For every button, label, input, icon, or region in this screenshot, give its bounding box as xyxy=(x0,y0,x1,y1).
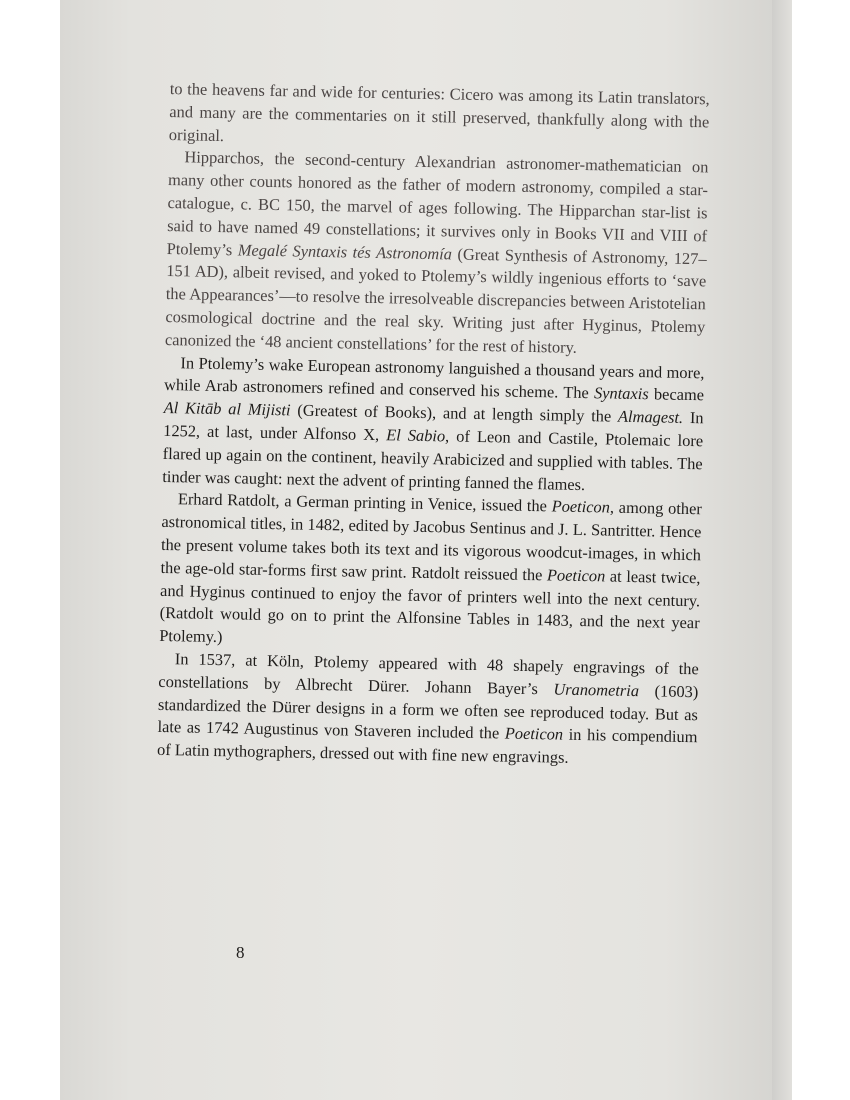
page-number: 8 xyxy=(236,943,245,962)
text-run-italic: Almagest. xyxy=(617,406,684,428)
paragraph-1 xyxy=(169,78,710,157)
text-run: Erhard Ratdolt, a German printing in Venice, issued the xyxy=(177,489,552,516)
paragraph-2 xyxy=(165,146,709,362)
page-body-text xyxy=(157,78,710,772)
text-run-italic: Syntaxis xyxy=(593,383,649,404)
text-run: In 1252, at last, under Alfonso X, xyxy=(163,408,704,445)
paragraph-5 xyxy=(157,648,699,772)
text-run: (Great Synthesis of Astronomy, 127–151 AD), albeit revised, and yoked to Ptolemy’s wildly ingenious efforts to ‘save the Appearances’—to resolve the irresolveable discrepancies between Aristotelian cosmological doctrine and the real sky. Writing just after Hyginus, Ptolemy canonized the ‘48 ancient constellations’ for the rest of history. xyxy=(164,244,707,357)
text-run-italic: Uranometria xyxy=(553,679,640,700)
text-run: Hipparchos, the second-century Alexandrian astronomer-mathematician on many other counts honored as the father of modern astronomy, compiled a star-catalogue, c. BC 150, the marvel of ages following. The Hipparchan star-list is said to have named 49 constellations; it survives only in Books VII and VIII of Ptolemy’s xyxy=(166,147,709,259)
text-run-italic: El Sabio xyxy=(386,425,446,446)
text-run: , of Leon and Castile, Ptolemaic lore flared up again on the continent, heavily Arabicized and supplied with tables. The tinder was caught: next the advent of printing fanned the flames. xyxy=(162,426,704,494)
photo-background-left xyxy=(0,0,60,1100)
paragraph-4 xyxy=(159,488,702,658)
photo-background-right xyxy=(792,0,850,1100)
text-run: In Ptolemy’s wake European astronomy languished a thousand years and more, while Arab astronomers refined and conserved his scheme. The xyxy=(163,352,705,403)
text-run-italic: Poeticon xyxy=(546,565,606,586)
text-run: In 1537, at Köln, Ptolemy appeared with 48 shapely engravings of the constellations by Albrecht Dürer. Johann Bayer’s xyxy=(158,649,699,699)
text-run: (1603) standardized the Dürer designs in a form we often see reproduced today. But as late as 1742 Augustinus von Staveren included the xyxy=(157,680,699,743)
text-run-italic: Al Kitāb al Mijisti xyxy=(163,398,291,420)
text-run: , among other astronomical titles, in 1482, edited by Jacobus Sentinus and J. L. Santritter. Hence the present volume takes both its text and its vigorous woodcut-images, in which the age-old star-forms first saw print. Ratdolt reissued the xyxy=(160,497,702,585)
text-run: to the heavens far and wide for centuries: Cicero was among its Latin translators, and many are the commentaries on it still preserved, thankfully along with the original. xyxy=(168,78,710,145)
paragraph-3 xyxy=(162,352,705,499)
text-run: became xyxy=(648,384,705,405)
text-run: in his compendium of Latin mythographers, dressed out with fine new engravings. xyxy=(156,724,698,767)
text-run-italic: Megalé Syntaxis tés Astronomía xyxy=(237,239,453,264)
text-run: at least twice, and Hyginus continued to enjoy the favor of printers well into the next century. (Ratdolt would go on to print the Alfonsine Tables in 1483, and the next year Ptolemy.) xyxy=(159,566,701,647)
text-run-italic: Poeticon xyxy=(504,723,564,744)
text-run-italic: Poeticon xyxy=(551,496,611,517)
page-edge xyxy=(772,0,792,1100)
text-run: (Greatest of Books), and at length simply the xyxy=(290,400,619,426)
